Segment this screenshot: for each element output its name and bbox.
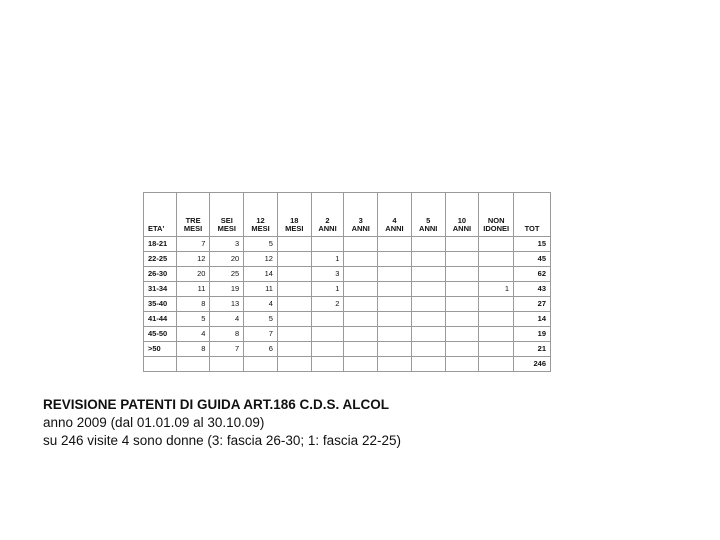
count-cell xyxy=(445,342,479,357)
count-cell xyxy=(445,312,479,327)
age-range-cell: 45-50 xyxy=(144,327,177,342)
count-cell: 13 xyxy=(210,297,244,312)
count-cell xyxy=(411,342,445,357)
footer-empty-cell xyxy=(176,357,210,372)
count-cell: 5 xyxy=(176,312,210,327)
count-cell xyxy=(445,327,479,342)
footer-empty-cell xyxy=(378,357,412,372)
count-cell: 2 xyxy=(311,297,344,312)
count-cell xyxy=(311,327,344,342)
grand-total-row xyxy=(144,357,551,372)
grand-total-cell: 246 xyxy=(514,357,551,372)
footer-empty-cell xyxy=(344,357,378,372)
count-cell xyxy=(479,252,514,267)
count-cell: 5 xyxy=(244,312,278,327)
count-cell: 7 xyxy=(176,237,210,252)
column-header-text: MESI xyxy=(217,224,236,233)
column-header-text: 5 xyxy=(426,216,431,225)
count-cell xyxy=(344,297,378,312)
count-cell xyxy=(445,267,479,282)
column-header xyxy=(210,193,244,237)
count-cell xyxy=(378,237,412,252)
column-header-text: 12 xyxy=(256,216,265,225)
count-cell xyxy=(277,297,311,312)
count-cell xyxy=(344,252,378,267)
column-header xyxy=(411,193,445,237)
count-cell xyxy=(277,312,311,327)
count-cell: 7 xyxy=(244,327,278,342)
row-total-cell: 15 xyxy=(514,237,551,252)
count-cell xyxy=(344,327,378,342)
footer-empty-cell xyxy=(311,357,344,372)
count-cell xyxy=(277,327,311,342)
column-header-text: MESI xyxy=(183,224,203,233)
count-cell xyxy=(378,252,412,267)
caption xyxy=(43,396,683,450)
count-cell xyxy=(479,327,514,342)
count-cell xyxy=(479,267,514,282)
count-cell xyxy=(411,297,445,312)
row-total-cell: 14 xyxy=(514,312,551,327)
count-cell xyxy=(445,237,479,252)
count-cell xyxy=(277,252,311,267)
count-cell: 11 xyxy=(176,282,210,297)
table-header-row xyxy=(144,193,551,237)
table-row xyxy=(144,327,551,342)
count-cell xyxy=(411,267,445,282)
column-header-text: 2 xyxy=(325,216,330,225)
count-cell: 19 xyxy=(210,282,244,297)
footer-empty-cell xyxy=(144,357,177,372)
count-cell xyxy=(344,312,378,327)
column-header xyxy=(277,193,311,237)
column-header-text: TOT xyxy=(524,224,540,233)
column-header xyxy=(311,193,344,237)
count-cell: 12 xyxy=(244,252,278,267)
footer-empty-cell xyxy=(210,357,244,372)
age-range-cell: 22-25 xyxy=(144,252,177,267)
count-cell xyxy=(378,327,412,342)
count-cell: 3 xyxy=(210,237,244,252)
column-header-text: 18 xyxy=(290,216,299,225)
count-cell xyxy=(311,342,344,357)
count-cell xyxy=(378,267,412,282)
column-header-text: IDONEI xyxy=(483,224,510,233)
age-range-cell: 18-21 xyxy=(144,237,177,252)
count-cell xyxy=(479,237,514,252)
table-row xyxy=(144,252,551,267)
count-cell xyxy=(479,297,514,312)
column-header-text: ANNI xyxy=(318,224,337,233)
count-cell: 20 xyxy=(176,267,210,282)
age-range-cell: 41-44 xyxy=(144,312,177,327)
count-cell: 4 xyxy=(176,327,210,342)
count-cell: 7 xyxy=(210,342,244,357)
row-total-cell: 21 xyxy=(514,342,551,357)
age-range-cell: 31-34 xyxy=(144,282,177,297)
count-cell: 1 xyxy=(311,282,344,297)
count-cell xyxy=(277,282,311,297)
count-cell: 1 xyxy=(311,252,344,267)
row-total-cell: 43 xyxy=(514,282,551,297)
column-header xyxy=(176,193,210,237)
count-cell xyxy=(344,237,378,252)
table-row xyxy=(144,297,551,312)
count-cell: 14 xyxy=(244,267,278,282)
count-cell: 25 xyxy=(210,267,244,282)
count-cell: 6 xyxy=(244,342,278,357)
column-header xyxy=(445,193,479,237)
age-range-cell: 35-40 xyxy=(144,297,177,312)
count-cell xyxy=(344,342,378,357)
count-cell xyxy=(445,252,479,267)
column-header-text: ANNI xyxy=(452,224,472,233)
license-review-table-container xyxy=(143,192,551,372)
count-cell: 4 xyxy=(244,297,278,312)
column-header-text: 3 xyxy=(358,216,363,225)
row-total-cell: 62 xyxy=(514,267,551,282)
count-cell xyxy=(378,312,412,327)
footer-empty-cell xyxy=(277,357,311,372)
count-cell xyxy=(479,312,514,327)
count-cell xyxy=(445,282,479,297)
column-header-text: ANNI xyxy=(419,224,438,233)
count-cell xyxy=(411,312,445,327)
column-header-text: 4 xyxy=(392,216,397,225)
count-cell xyxy=(344,267,378,282)
table-body xyxy=(144,237,551,357)
license-review-table xyxy=(143,192,551,372)
count-cell xyxy=(277,342,311,357)
count-cell: 8 xyxy=(176,342,210,357)
count-cell xyxy=(411,237,445,252)
column-header-text: NON xyxy=(487,216,505,225)
table-row xyxy=(144,342,551,357)
count-cell: 5 xyxy=(244,237,278,252)
count-cell xyxy=(311,237,344,252)
footer-empty-cell xyxy=(411,357,445,372)
column-header-text: ETA' xyxy=(148,224,165,233)
count-cell: 3 xyxy=(311,267,344,282)
age-range-cell: 26-30 xyxy=(144,267,177,282)
caption-note: su 246 visite 4 sono donne (3: fascia 26-30; 1: fascia 22-25) xyxy=(43,433,401,448)
row-total-cell: 27 xyxy=(514,297,551,312)
count-cell: 8 xyxy=(176,297,210,312)
count-cell xyxy=(311,312,344,327)
table-row xyxy=(144,282,551,297)
count-cell xyxy=(479,342,514,357)
column-header xyxy=(514,193,551,237)
count-cell xyxy=(277,237,311,252)
count-cell xyxy=(277,267,311,282)
column-header-text: MESI xyxy=(251,224,270,233)
column-header-text: SEI xyxy=(220,216,233,225)
column-header xyxy=(344,193,378,237)
column-header xyxy=(378,193,412,237)
table-row xyxy=(144,267,551,282)
column-header xyxy=(244,193,278,237)
count-cell xyxy=(344,282,378,297)
column-header-text: ANNI xyxy=(351,224,370,233)
table-row xyxy=(144,312,551,327)
column-header-text: 10 xyxy=(457,216,467,225)
age-column-header xyxy=(144,193,177,237)
row-total-cell: 45 xyxy=(514,252,551,267)
count-cell xyxy=(445,297,479,312)
count-cell xyxy=(411,327,445,342)
table-row xyxy=(144,237,551,252)
count-cell: 20 xyxy=(210,252,244,267)
count-cell: 1 xyxy=(479,282,514,297)
count-cell: 8 xyxy=(210,327,244,342)
count-cell: 12 xyxy=(176,252,210,267)
age-range-cell: >50 xyxy=(144,342,177,357)
count-cell xyxy=(378,297,412,312)
footer-empty-cell xyxy=(244,357,278,372)
column-header-text: TRE xyxy=(185,216,201,225)
column-header xyxy=(479,193,514,237)
count-cell xyxy=(378,342,412,357)
count-cell xyxy=(411,252,445,267)
caption-title: REVISIONE PATENTI DI GUIDA ART.186 C.D.S. ALCOL xyxy=(43,397,390,412)
count-cell xyxy=(411,282,445,297)
caption-period: anno 2009 (dal 01.01.09 al 30.10.09) xyxy=(43,415,265,430)
count-cell: 4 xyxy=(210,312,244,327)
count-cell xyxy=(378,282,412,297)
count-cell: 11 xyxy=(244,282,278,297)
column-header-text: MESI xyxy=(285,224,304,233)
row-total-cell: 19 xyxy=(514,327,551,342)
footer-empty-cell xyxy=(479,357,514,372)
footer-empty-cell xyxy=(445,357,479,372)
column-header-text: ANNI xyxy=(385,224,404,233)
